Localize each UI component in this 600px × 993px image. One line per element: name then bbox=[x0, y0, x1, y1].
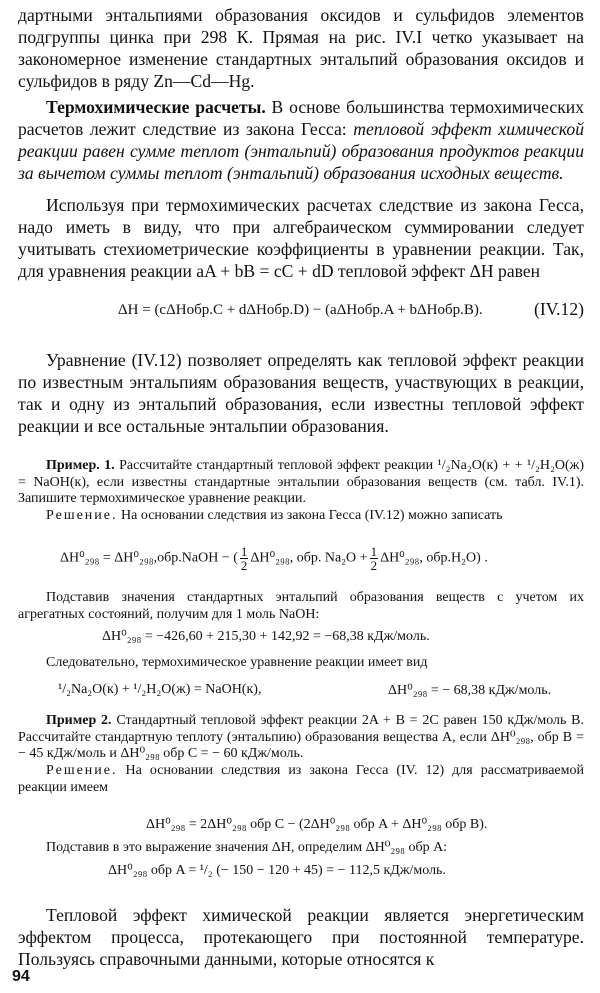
page-number: 94 bbox=[12, 968, 30, 985]
closing-paragraph: Тепловой эффект химической реакции является энергетическим эффектом процесса, протекающего при постоянной температуре. Пользуясь справочными данными, которые относятся к bbox=[18, 905, 584, 969]
formula-left: ΔH⁰₂₉₈ = ΔH⁰₂₉₈,обр.NaOH − ( bbox=[60, 550, 238, 566]
example1-consequently: Следовательно, термохимическое уравнение реакции имеет вид bbox=[46, 655, 428, 670]
example2-formula: ΔH⁰₂₉₈ = 2ΔH⁰₂₉₈ обр C − (2ΔH⁰₂₉₈ обр A + ΔH⁰₂₉₈ обр B). bbox=[146, 817, 488, 832]
fraction-half-1: $\frac{1}{2}$ bbox=[240, 544, 248, 573]
intro-paragraph: дартными энтальпиями образования оксидов и сульфидов элементов подгруппы цинка при 298 К. Прямая на рис. IV.I четко указывает на закономерное изменение стандартных энтальпий образования оксидов и сульфидов в ряду Zn—Cd—Hg. bbox=[18, 5, 584, 91]
example2-substitution: Подставив в это выражение значения ΔH, определим ΔH⁰₂₉₈ обр A: bbox=[46, 840, 448, 855]
example2-result: ΔH⁰₂₉₈ обр A = ¹/₂ (− 150 − 120 + 45) = − 112,5 кДж/моль. bbox=[108, 863, 446, 878]
formula-term2: ΔH⁰₂₉₈, обр.H₂O) . bbox=[380, 550, 488, 566]
example2-paragraph bbox=[18, 713, 584, 763]
thermo-title: Термохимические расчеты. bbox=[46, 97, 266, 117]
example2-solution bbox=[18, 763, 584, 796]
thermo-text: В основе большинства термохимических расчетов лежит следствие из закона Гесса: bbox=[18, 97, 584, 139]
example1-substitution: Подставив значения стандартных энтальпий образования веществ с учетом их агрегатных состояний, получим для 1 моль NaOH: bbox=[18, 590, 584, 622]
formula-term1: ΔH⁰₂₉₈, обр. Na₂O + bbox=[250, 550, 368, 566]
example1-final-reaction: ¹/₂Na₂O(к) + ¹/₂H₂O(ж) = NaOH(к), bbox=[58, 682, 262, 697]
example1-paragraph bbox=[18, 458, 584, 508]
example1-calc: ΔH⁰₂₉₈ = −426,60 + 215,30 + 142,92 = −68,38 кДж/моль. bbox=[102, 629, 430, 644]
equation-number: (IV.12) bbox=[533, 299, 584, 319]
thermo-italic: тепловой эффект химической реакции равен сумме теплот (энтальпий) образования продуктов реакции за вычетом суммы теплот (энтальпий) образования исходных веществ. bbox=[18, 119, 584, 183]
usage-paragraph: Используя при термохимических расчетах следствие из закона Гесса, надо иметь в виду, что при алгебраическом суммировании следует учитывать стехиометрические коэффициенты в уравнении реакции. Так, для уравнения реакции aA + bB = cC + dD тепловой эффект ΔH равен bbox=[18, 195, 584, 281]
example2-solution-label: Решение. bbox=[46, 763, 118, 778]
example2-text: Стандартный тепловой эффект реакции 2A + B = 2C равен 150 кДж/моль B. Рассчитайте стандартную теплоту (энтальпию) образования вещества А, если ΔH⁰₂₉₈, обр B = − 45 кДж/моль и ΔH⁰₂₉₈ обр C = − 60 кДж/моль. bbox=[18, 713, 584, 761]
example2-label: Пример 2. bbox=[46, 713, 112, 728]
after-eq-paragraph: Уравнение (IV.12) позволяет определять как тепловой эффект реакции по известным энтальпиям образования веществ, участвующих в реакции, так и одну из энтальпий образования, если известны тепловой эффект реакции и все остальные энтальпии образования. bbox=[18, 350, 584, 436]
example2-solution-text: На основании следствия из закона Гесса (IV. 12) для рассматриваемой реакции имеем bbox=[18, 763, 584, 795]
example1-text: Рассчитайте стандартный тепловой эффект реакции ¹/₂Na₂O(к) + + ¹/₂H₂O(ж) = NaOH(к), если известны стандартные энтальпии образования веществ (см. табл. IV.1). Запишите термохимическое уравнение реакции. bbox=[18, 458, 585, 506]
fraction-half-2: $\frac{1}{2}$ bbox=[370, 544, 378, 573]
example1-solution-text: На основании следствия из закона Гесса (IV.12) можно записать bbox=[117, 508, 503, 523]
example1-solution-label: Решение. bbox=[46, 508, 118, 523]
example1-formula bbox=[60, 545, 488, 572]
example1-solution bbox=[18, 508, 584, 525]
equation-iv12: ΔH = (cΔHобр.C + dΔHобр.D) − (aΔHобр.A + bΔHобр.B). bbox=[118, 302, 483, 318]
example1-final-value: ΔH⁰₂₉₈ = − 68,38 кДж/моль. bbox=[388, 683, 552, 698]
thermo-paragraph bbox=[18, 96, 584, 184]
example1-label: Пример. 1. bbox=[46, 458, 115, 473]
